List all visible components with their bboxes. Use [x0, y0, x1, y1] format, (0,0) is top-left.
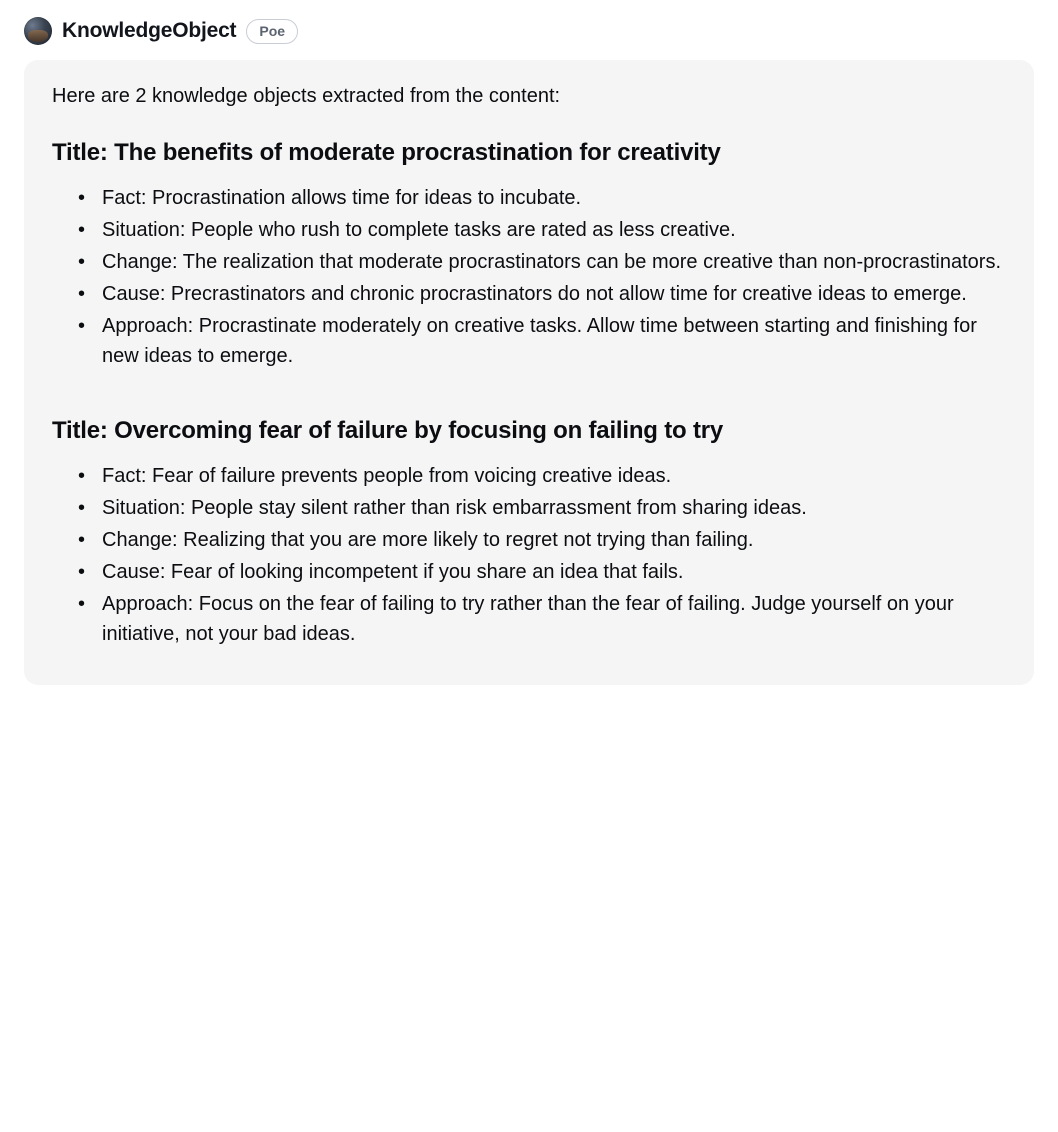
list-item: • Fact: Procrastination allows time for ideas to incubate.: [100, 183, 1006, 213]
list-item: • Approach: Procrastinate moderately on creative tasks. Allow time between starting and finishing for new ideas to emerge.: [100, 311, 1006, 371]
list-item: • Cause: Precrastinators and chronic procrastinators do not allow time for creative ideas to emerge.: [100, 279, 1006, 309]
list-item: • Situation: People who rush to complete tasks are rated as less creative.: [100, 215, 1006, 245]
message-header: [24, 14, 1034, 48]
intro-text: Here are 2 knowledge objects extracted from the content:: [52, 85, 561, 107]
list-item: • Situation: People stay silent rather than risk embarrassment from sharing ideas.: [100, 493, 1006, 523]
knowledge-object-list: [52, 183, 1006, 371]
knowledge-object-list: [52, 461, 1006, 649]
knowledge-object-2: [52, 415, 1006, 649]
bot-name: KnowledgeObject: [62, 19, 237, 42]
avatar: [24, 17, 52, 45]
knowledge-object-1: [52, 137, 1006, 371]
list-item: • Cause: Fear of looking incompetent if you share an idea that fails.: [100, 557, 1006, 587]
knowledge-object-title: Title: The benefits of moderate procrastination for creativity: [52, 139, 721, 166]
status-badge[interactable]: Poe: [246, 19, 298, 44]
list-item: • Fact: Fear of failure prevents people from voicing creative ideas.: [100, 461, 1006, 491]
list-item: • Change: Realizing that you are more likely to regret not trying than failing.: [100, 525, 1006, 555]
list-item: • Approach: Focus on the fear of failing to try rather than the fear of failing. Judge yourself on your initiative, not your bad ideas.: [100, 589, 1006, 649]
knowledge-object-title: Title: Overcoming fear of failure by focusing on failing to try: [52, 416, 724, 444]
list-item: • Change: The realization that moderate procrastinators can be more creative than non-procrastinators.: [100, 247, 1006, 277]
message-bubble: [24, 60, 1034, 685]
